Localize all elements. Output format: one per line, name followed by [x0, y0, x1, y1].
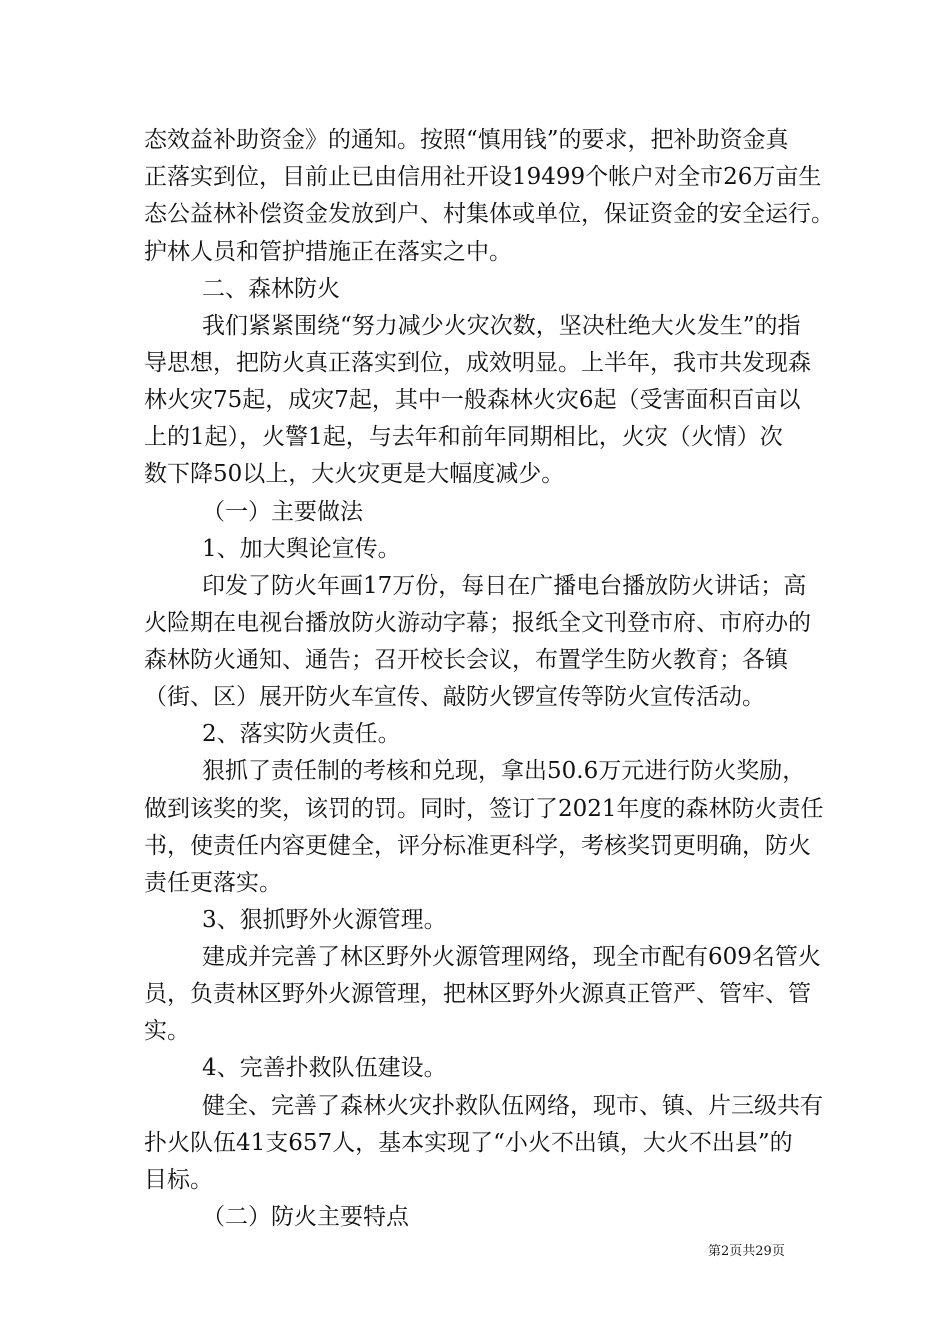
- subsection-heading: （二）防火主要特点: [202, 1204, 409, 1230]
- body-line: 数下降50以上，大火灾更是大幅度减少。: [144, 461, 565, 487]
- body-line: 导思想，把防火真正落实到位，成效明显。上半年，我市共发现森: [144, 350, 811, 376]
- section-heading: 二、森林防火: [202, 276, 340, 302]
- body-line: 做到该奖的奖，该罚的罚。同时，签订了2021年度的森林防火责任: [144, 796, 824, 822]
- body-line: 目标。: [144, 1167, 213, 1193]
- body-line: 狠抓了责任制的考核和兑现，拿出50.6万元进行防火奖励，: [202, 758, 806, 784]
- body-line: 林火灾75起，成灾7起，其中一般森林火灾6起（受害面积百亩以: [144, 387, 801, 413]
- body-line: 书，使责任内容更健全，评分标准更科学，考核奖罚更明确，防火: [144, 833, 811, 859]
- body-line: （街、区）展开防火车宣传、敲防火锣宣传等防火宣传活动。: [144, 684, 765, 710]
- body-line: 我们紧紧围绕“努力减少火灾次数，坚决杜绝大火发生”的指: [202, 313, 801, 339]
- body-line: 态效益补助资金》的通知。按照“慎用钱”的要求，把补助资金真: [144, 127, 789, 153]
- body-line: 正落实到位，目前止已由信用社开设19499个帐户对全市26万亩生: [144, 164, 822, 190]
- item-heading: 4、完善扑救队伍建设。: [202, 1055, 447, 1081]
- subsection-heading: （一）主要做法: [202, 499, 363, 525]
- body-line: 火险期在电视台播放防火游动字幕；报纸全文刊登市府、市府办的: [144, 610, 811, 636]
- body-line: 扑火队伍41支657人，基本实现了“小火不出镇，大火不出县”的: [144, 1130, 793, 1156]
- item-heading: 2、落实防火责任。: [202, 721, 401, 747]
- body-line: 印发了防火年画17万份，每日在广播电台播放防火讲话；高: [202, 573, 807, 599]
- body-line: 态公益林补偿资金发放到户、村集体或单位，保证资金的安全运行。: [144, 201, 834, 227]
- body-line: 森林防火通知、通告；召开校长会议，布置学生防火教育；各镇: [144, 647, 788, 673]
- body-line: 护林人员和管护措施正在落实之中。: [144, 239, 512, 265]
- body-line: 建成并完善了林区野外火源管理网络，现全市配有609名管火: [202, 944, 821, 970]
- body-line: 上的1起），火警1起，与去年和前年同期相比，火灾（火情）次: [144, 424, 783, 450]
- item-heading: 1、加大舆论宣传。: [202, 536, 401, 562]
- body-line: 实。: [144, 1018, 190, 1044]
- body-line: 责任更落实。: [144, 870, 282, 896]
- page-number-footer: 第2页共29页: [708, 1244, 785, 1259]
- body-line: 健全、完善了森林火灾扑救队伍网络，现市、镇、片三级共有: [202, 1093, 823, 1119]
- body-line: 员，负责林区野外火源管理，把林区野外火源真正管严、管牢、管: [144, 981, 811, 1007]
- item-heading: 3、狠抓野外火源管理。: [202, 907, 447, 933]
